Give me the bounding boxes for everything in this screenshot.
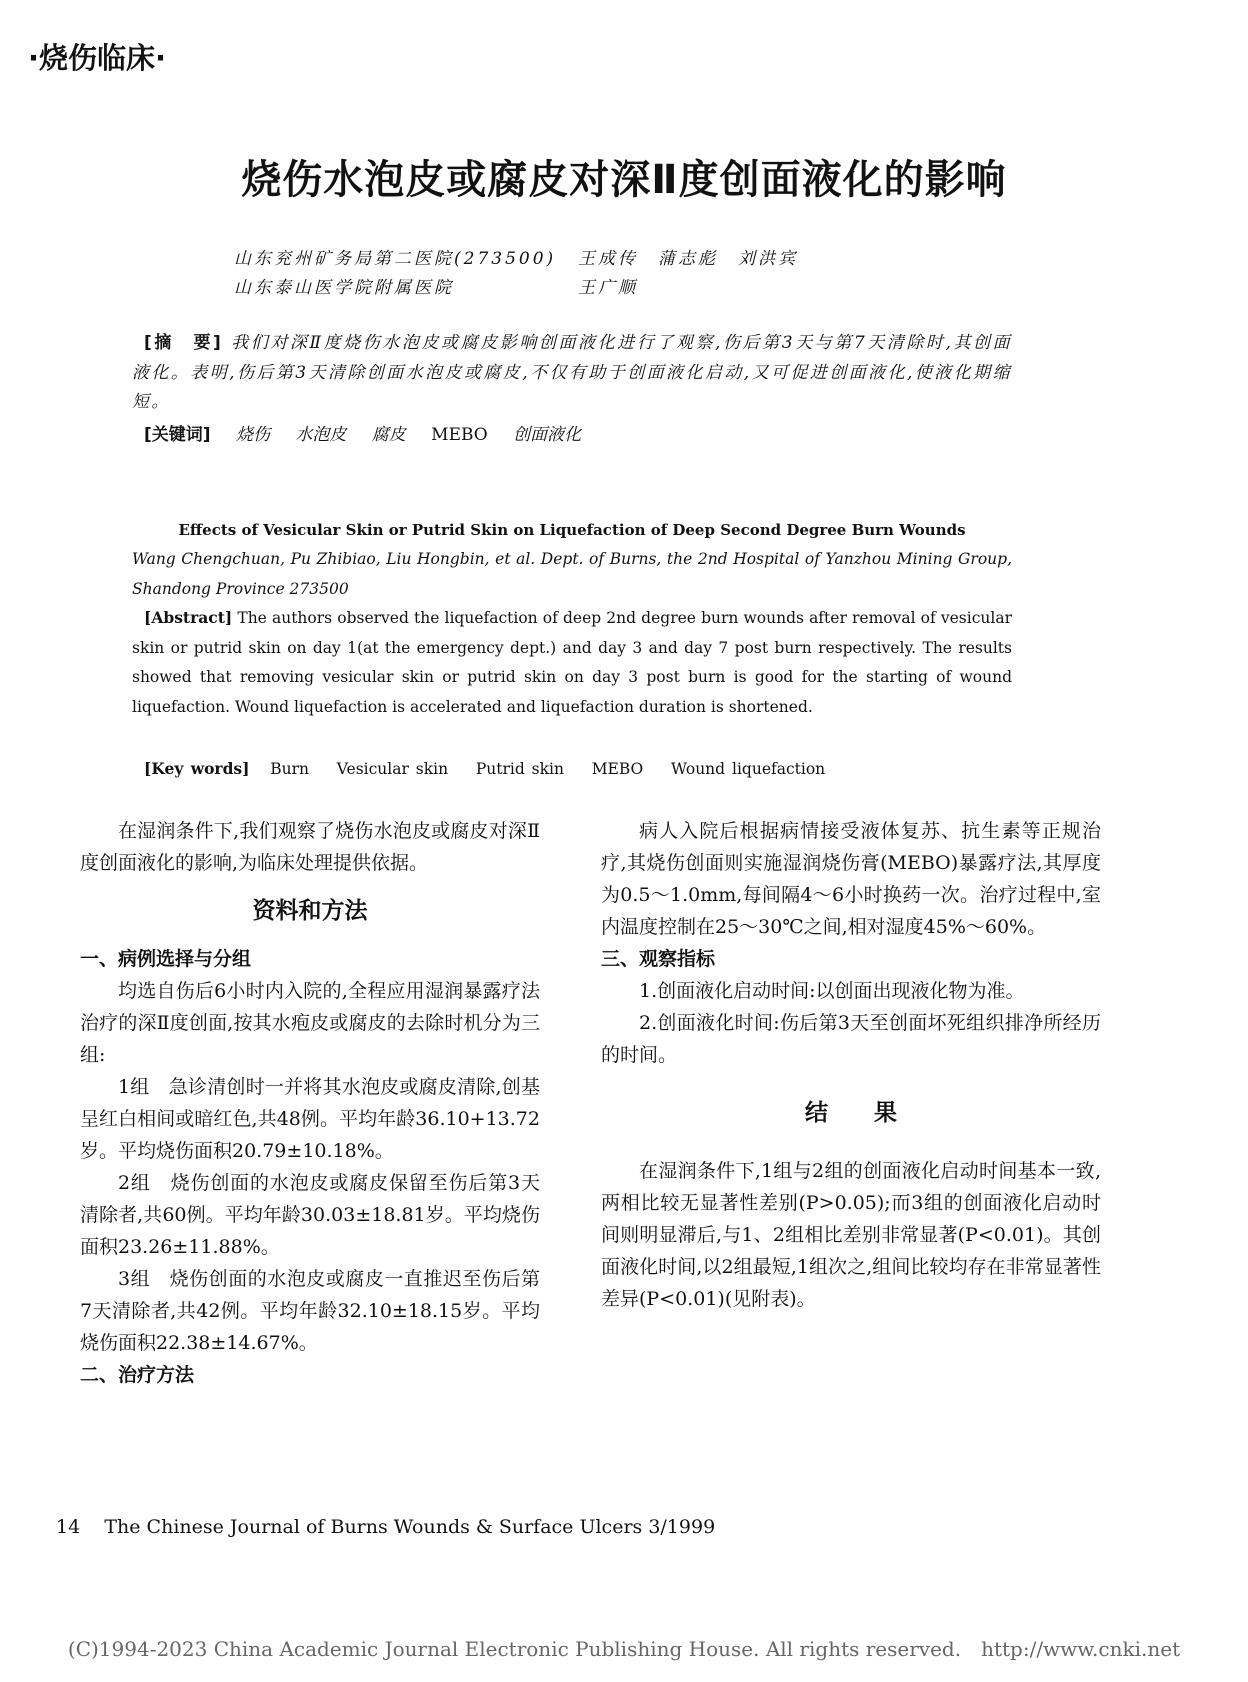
section-heading: 资料和方法 — [252, 898, 368, 924]
section-tag: ·烧伤临床· — [28, 41, 167, 75]
chinese-keywords — [132, 421, 1012, 451]
journal-name: The Chinese Journal of Burns Wounds & Surface Ulcers 3/1999 — [104, 1516, 716, 1538]
affiliation-institution: 山东兖州矿务局第二医院(273500) — [234, 249, 557, 269]
results-paragraph: 在湿润条件下,1组与2组的创面液化启动时间基本一致,两相比较无显著性差别(P>0.05);而3组的创面液化启动时间则明显滞后,与1、2组相比差别非常显著(P<0.01)。其创面液化时间,以2组最短,1组次之,组间比较均存在非常显著性差异(P<0.01)(见附表)。 — [601, 1160, 1101, 1310]
group-1-paragraph: 1组 急诊清创时一并将其水泡皮或腐皮清除,创基呈红白相间或暗红色,共48例。平均年龄36.10+13.72岁。平均烧伤面积20.79±10.18%。 — [80, 1076, 540, 1162]
body-right-column — [601, 815, 1101, 1315]
keyword: MEBO — [431, 425, 488, 445]
keyword: 水泡皮 — [295, 425, 347, 445]
keyword: Putrid skin — [475, 760, 564, 778]
article-title: 烧伤水泡皮或腐皮对深Ⅱ度创面液化的影响 — [241, 157, 1007, 203]
abstract-text: 我们对深Ⅱ度烧伤水泡皮或腐皮影响创面液化进行了观察,伤后第3天与第7天清除时,其创面液化。表明,伤后第3天清除创面水泡皮或腐皮,不仅有助于创面液化启动,又可促进创面液化,使液化期缩短。 — [132, 333, 1013, 412]
results-heading: 结 果 — [805, 1100, 897, 1126]
body-paragraph: 均选自伤后6小时内入院的,全程应用湿润暴露疗法治疗的深Ⅱ度创面,按其水疱皮或腐皮的去除时机分为三组: — [80, 980, 540, 1066]
english-keywords — [132, 754, 1012, 785]
subsection-heading: 一、病例选择与分组 — [80, 948, 252, 970]
page-footer — [56, 1516, 715, 1538]
page-number: 14 — [56, 1516, 81, 1538]
abstract-text: The authors observed the liquefaction of deep 2nd degree burn wounds after removal of vesicular skin or putrid skin on day 1(at the emergency dept.) and day 3 and day 7 post burn respectively. The results showed that removing vesicular skin or putrid skin on day 3 post burn is good for the starting of wound liquefaction. Wound liquefaction is accelerated and liquefaction duration is shortened. — [132, 609, 1012, 716]
keyword: Wound liquefaction — [670, 760, 826, 778]
measure-2-paragraph: 2.创面液化时间:伤后第3天至创面坏死组织排净所经历的时间。 — [601, 1012, 1101, 1066]
keywords-label: [关键词] — [144, 425, 211, 445]
intro-paragraph: 在湿润条件下,我们观察了烧伤水泡皮或腐皮对深Ⅱ度创面液化的影响,为临床处理提供依据。 — [80, 820, 540, 874]
affiliation-authors: 王广顺 — [578, 278, 638, 298]
keyword: 创面液化 — [513, 425, 582, 445]
keyword: MEBO — [591, 760, 644, 778]
keyword: 烧伤 — [235, 425, 270, 445]
keyword: Vesicular skin — [336, 760, 449, 778]
body-paragraph: 病人入院后根据病情接受液体复苏、抗生素等正规治疗,其烧伤创面则实施湿润烧伤膏(MEBO)暴露疗法,其厚度为0.5～1.0mm,每间隔4～6小时换药一次。治疗过程中,室内温度控制在25～30℃之间,相对湿度45%～60%。 — [601, 820, 1101, 938]
chinese-abstract — [132, 329, 1012, 418]
english-abstract — [132, 603, 1012, 722]
keyword: Burn — [270, 760, 310, 778]
subsection-heading: 二、治疗方法 — [80, 1364, 195, 1386]
keywords-label: [Key words] — [144, 759, 250, 778]
keyword: 腐皮 — [371, 425, 406, 445]
measure-1-paragraph: 1.创面液化启动时间:以创面出现液化物为准。 — [639, 980, 1025, 1002]
affiliation-institution: 山东泰山医学院附属医院 — [234, 278, 454, 298]
affiliation-authors: 王成传 蒲志彪 刘洪宾 — [578, 249, 798, 269]
english-authors: Wang Chengchuan, Pu Zhibiao, Liu Hongbin, et al. Dept. of Burns, the 2nd Hospital of Yanzhou Mining Group, Shandong Province 273500 — [132, 550, 1012, 598]
english-title: Effects of Vesicular Skin or Putrid Skin on Liquefaction of Deep Second Degree Burn Wounds — [178, 521, 966, 539]
abstract-label: [摘 要] — [144, 333, 224, 353]
subsection-heading: 三、观察指标 — [601, 948, 716, 970]
group-2-paragraph: 2组 烧伤创面的水泡皮或腐皮保留至伤后第3天清除者,共60例。平均年龄30.03±18.81岁。平均烧伤面积23.26±11.88%。 — [80, 1172, 540, 1258]
body-left-column — [80, 815, 540, 1391]
group-3-paragraph: 3组 烧伤创面的水泡皮或腐皮一直推迟至伤后第7天清除者,共42例。平均年龄32.10±18.15岁。平均烧伤面积22.38±14.67%。 — [80, 1268, 540, 1354]
copyright-notice: (C)1994-2023 China Academic Journal Electronic Publishing House. All rights reserved. http://www.cnki.net — [67, 1637, 1181, 1661]
abstract-label: [Abstract] — [144, 608, 233, 627]
